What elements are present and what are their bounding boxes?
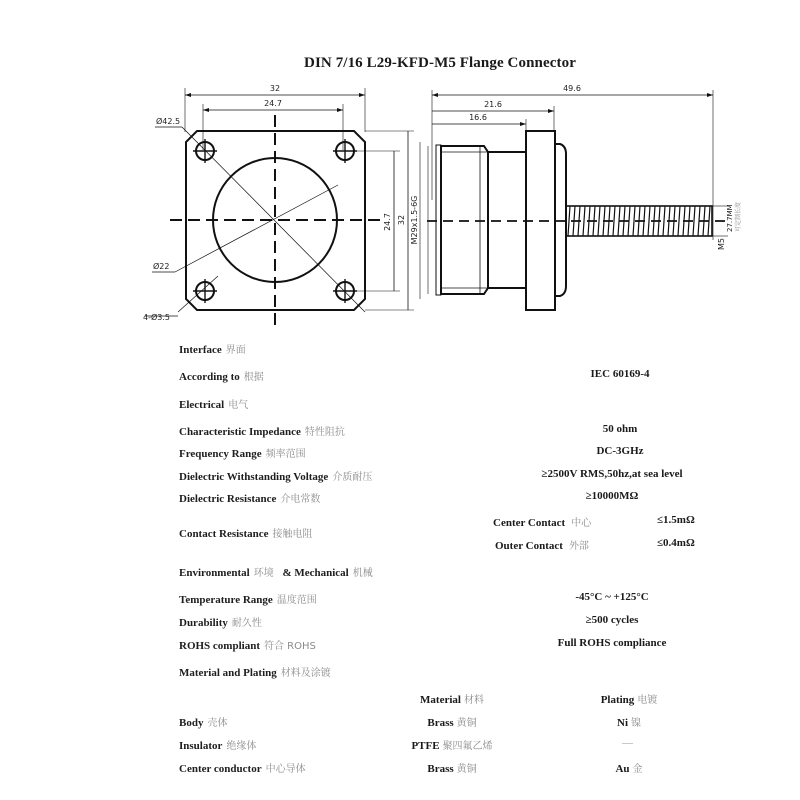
dim-body-length: 16.6: [469, 113, 487, 122]
spec-durability-label: Durability 耐久性: [179, 617, 262, 629]
materials-header-plating: Plating 电镀: [600, 694, 658, 706]
materials-row-material: Brass 黄铜: [427, 717, 477, 729]
spec-outer-contact-label: Outer Contact 外部: [495, 540, 589, 552]
materials-row-plating: —: [622, 737, 633, 749]
spec-dwv-value: ≥2500V RMS,50hz,at sea level: [541, 468, 683, 480]
side-view-dimensions: [469, 84, 742, 250]
spec-rohs-label: ROHS compliant 符合 ROHS: [179, 640, 316, 652]
materials-row-part: Center conductor 中心导体: [179, 763, 306, 775]
spec-temperature-label: Temperature Range 温度范围: [179, 594, 317, 606]
section-env-mech: Environmental 环境 & Mechanical 机械: [179, 567, 373, 579]
materials-row-part: Body 壳体: [179, 717, 228, 729]
dim-flange-length: 21.6: [484, 100, 502, 109]
dim-width: 32: [269, 84, 281, 93]
spec-outer-contact-value: ≤0.4mΩ: [657, 537, 695, 549]
spec-according-to-value: IEC 60169-4: [590, 368, 650, 380]
spec-frequency-value: DC-3GHz: [596, 445, 644, 457]
spec-durability-value: ≥500 cycles: [585, 614, 639, 626]
spec-center-contact-label: Center Contact 中心: [493, 517, 592, 529]
dim-overall-length: 49.6: [563, 84, 581, 93]
spec-frequency-label: Frequency Range 频率范围: [179, 448, 306, 460]
front-view-dimensions: [143, 84, 419, 322]
materials-header-material: Material 材料: [420, 694, 484, 706]
dim-screw-length: 27.7MM: [726, 204, 734, 232]
dim-thread: M29x1.5-6G: [410, 195, 419, 245]
materials-row-part: Insulator 绝缘体: [179, 740, 257, 752]
spec-center-contact-value: ≤1.5mΩ: [657, 514, 695, 526]
dim-holes: 4-Ø3.5: [143, 313, 170, 322]
dim-v-hole-spacing: 24.7: [383, 213, 392, 231]
spec-according-to-label: According to 根据: [179, 371, 264, 383]
materials-row-material: PTFE 聚四氟乙烯: [411, 740, 493, 752]
materials-row-plating: Au 金: [615, 763, 643, 775]
spec-dielectric-resistance-label: Dielectric Resistance 介电常数: [179, 493, 321, 505]
dim-screw-label: M5: [717, 238, 726, 250]
front-view: [145, 88, 420, 325]
materials-row-material: Brass 黄铜: [427, 763, 477, 775]
dim-bore: Ø22: [153, 262, 170, 271]
section-interface: Interface 界面: [179, 344, 246, 356]
spec-impedance-label: Characteristic Impedance 特性阻抗: [179, 426, 345, 438]
spec-temperature-value: -45°C ~ +125°C: [575, 591, 649, 603]
section-electrical: Electrical 电气: [179, 399, 249, 411]
spec-impedance-value: 50 ohm: [602, 423, 638, 435]
spec-rohs-value: Full ROHS compliance: [557, 637, 667, 649]
technical-drawing: [0, 0, 800, 340]
side-view: [427, 90, 728, 310]
section-material-plating: Material and Plating 材料及涂镀: [179, 667, 331, 679]
spec-dielectric-resistance-value: ≥10000MΩ: [585, 490, 639, 502]
spec-dwv-label: Dielectric Withstanding Voltage 介质耐压: [179, 471, 373, 483]
dim-diagonal: Ø42.5: [156, 117, 181, 126]
dim-v-width: 32: [397, 214, 406, 226]
dim-hole-spacing: 24.7: [264, 99, 282, 108]
materials-row-plating: Ni 镍: [617, 717, 641, 729]
dim-screw-note: 可定制长度: [735, 201, 742, 232]
page-title: DIN 7/16 L29-KFD-M5 Flange Connector: [304, 55, 576, 71]
spec-contact-resistance-label: Contact Resistance 接触电阻: [179, 528, 313, 540]
